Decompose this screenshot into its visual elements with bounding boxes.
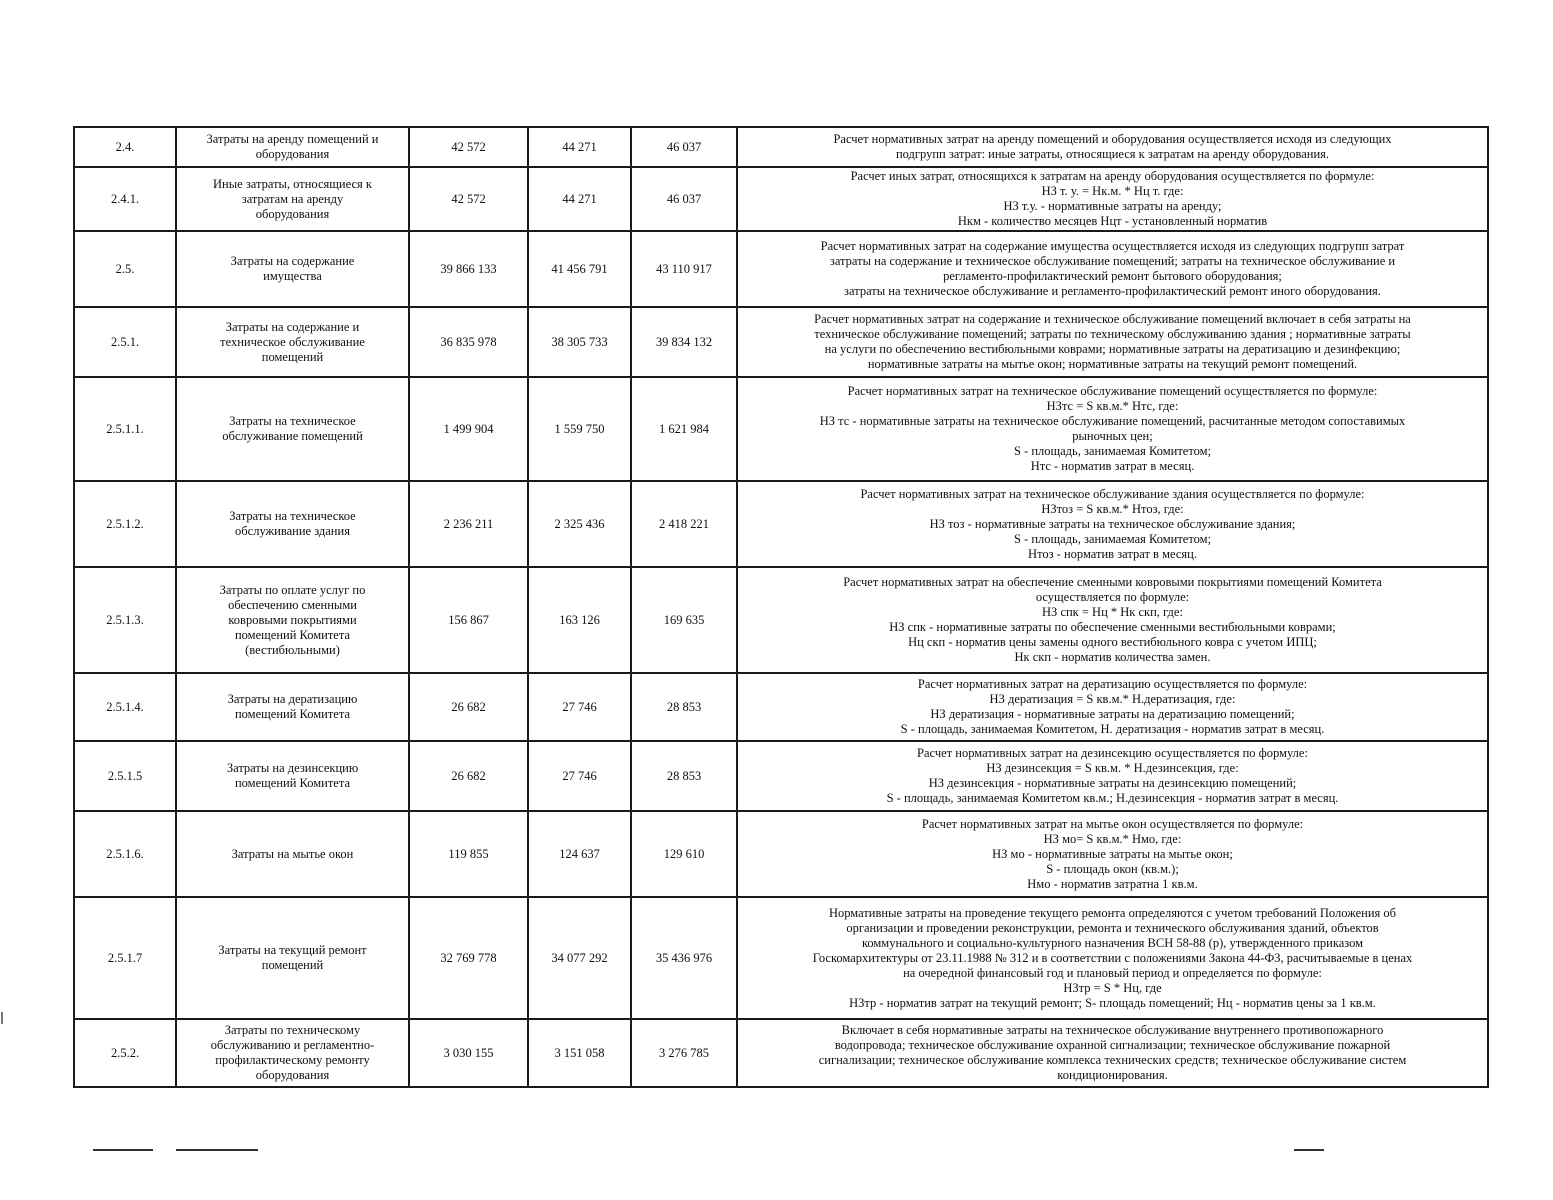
calculation-description (737, 231, 1488, 307)
description-line: НЗтр = S * Нц, где (1063, 980, 1162, 995)
description-line: НЗ спк = Нц * Нк скп, где: (1042, 605, 1183, 619)
description-line: НЗ мо - нормативные затраты на мытье окон; (992, 846, 1233, 861)
cost-item-name (176, 741, 409, 811)
row-number: 2.5. (74, 231, 176, 307)
cost-item-name-line: Затраты на содержание и (225, 319, 360, 334)
description-line: Расчет нормативных затрат на дератизацию осуществляется по формуле: (917, 677, 1308, 691)
description-line: Расчет нормативных затрат на аренду помещений и оборудования осуществляется исходя из следующих (833, 132, 1392, 146)
description-line: НЗ т.у. - нормативные затраты на аренду; (1003, 199, 1222, 213)
description-line: НЗ дезинсекция - нормативные затраты на дезинсекцию помещений; (928, 776, 1297, 790)
description-line: НЗ дератизация - нормативные затраты на дератизацию помещений; (930, 707, 1295, 721)
table-row (74, 377, 1488, 481)
description-line: затраты на техническое обслуживание и регламенто-профилактический ремонт иного оборудования. (844, 284, 1381, 298)
cost-item-name (176, 377, 409, 481)
cost-item-name-line: ковровыми покрытиями (228, 612, 357, 627)
row-number: 2.4. (74, 127, 176, 167)
calculation-description (737, 167, 1488, 231)
table-row (74, 307, 1488, 377)
cost-item-name (176, 481, 409, 567)
cost-item-name-line: Затраты на содержание (230, 254, 355, 268)
calculation-description (737, 897, 1488, 1019)
cost-item-name-line: оборудования (255, 206, 330, 221)
table-row (74, 673, 1488, 741)
description-line: НЗтс = S кв.м.* Нтс, где: (1046, 399, 1179, 413)
value-year-1: 119 855 (409, 811, 528, 897)
cost-item-name (176, 307, 409, 377)
value-year-2: 27 746 (528, 673, 631, 741)
cost-item-name-line: Затраты по техническому (224, 1023, 361, 1037)
scan-mark-right (1294, 1149, 1324, 1151)
value-year-2: 124 637 (528, 811, 631, 897)
cost-item-name (176, 167, 409, 231)
cost-item-name-line: помещений (261, 349, 324, 364)
row-number: 2.5.1.2. (74, 481, 176, 567)
row-number: 2.4.1. (74, 167, 176, 231)
cost-item-name (176, 567, 409, 673)
value-year-3: 3 276 785 (631, 1019, 737, 1087)
cost-item-name-line: имущества (263, 269, 322, 283)
calculation-description (737, 673, 1488, 741)
value-year-1: 26 682 (409, 673, 528, 741)
description-line: Расчет нормативных затрат на техническое обслуживание помещений осуществляется по формуле: (847, 384, 1378, 398)
description-line: организации и проведении реконструкции, ремонта и технического обслуживания зданий, объектов (846, 920, 1379, 935)
description-line: на услуги по обеспечению вестибюльными коврами; нормативные затраты на дератизацию и дезинфекцию; (824, 342, 1401, 356)
cost-item-name (176, 811, 409, 897)
description-line: НЗ спк - нормативные затраты по обеспечение сменными вестибюльными коврами; (889, 620, 1336, 634)
value-year-2: 2 325 436 (528, 481, 631, 567)
calculation-description (737, 377, 1488, 481)
row-number: 2.5.2. (74, 1019, 176, 1087)
calculation-description (737, 811, 1488, 897)
value-year-1: 42 572 (409, 167, 528, 231)
table-row (74, 1019, 1488, 1087)
description-line: Нц скп - норматив цены замены одного вестибюльного ковра с учетом ИПЦ; (908, 635, 1317, 649)
description-line: Нтс - норматив затрат в месяц. (1030, 459, 1195, 473)
value-year-3: 46 037 (631, 167, 737, 231)
value-year-2: 44 271 (528, 127, 631, 167)
calculation-description (737, 567, 1488, 673)
cost-item-name-line: помещений Комитета (234, 707, 351, 721)
row-number: 2.5.1. (74, 307, 176, 377)
cost-item-name-line: (вестибюльными) (245, 642, 340, 657)
value-year-2: 1 559 750 (528, 377, 631, 481)
cost-item-name (176, 673, 409, 741)
table-row (74, 231, 1488, 307)
cost-item-name-line: Затраты на мытье окон (231, 846, 354, 861)
cost-item-name-line: профилактическому ремонту (215, 1053, 370, 1067)
description-line: НЗтоз = S кв.м.* Нтоз, где: (1041, 501, 1184, 516)
value-year-3: 35 436 976 (631, 897, 737, 1019)
cost-item-name-line: обслуживанию и регламентно- (210, 1038, 375, 1052)
cost-item-name-line: затратам на аренду (241, 191, 344, 206)
calculation-description (737, 127, 1488, 167)
description-line: НЗ тс - нормативные затраты на техническое обслуживание помещений, расчитанные методом сопоставимых (819, 414, 1406, 428)
description-line: НЗ тоз - нормативные затраты на техническое обслуживание здания; (929, 516, 1296, 531)
row-number: 2.5.1.7 (74, 897, 176, 1019)
scan-mark-left (93, 1149, 153, 1151)
table-row (74, 811, 1488, 897)
description-line: регламенто-профилактический ремонт бытового оборудования; (943, 269, 1282, 283)
value-year-2: 41 456 791 (528, 231, 631, 307)
description-line: НЗтр - норматив затрат на текущий ремонт; S- площадь помещений; Нц - норматив цены за 1 кв.м. (849, 995, 1376, 1010)
value-year-3: 43 110 917 (631, 231, 737, 307)
description-line: Расчет нормативных затрат на содержание имущества осуществляется исходя из следующих подгрупп затрат (820, 239, 1405, 253)
table-row (74, 167, 1488, 231)
description-line: нормативные затраты на мытье окон; нормативные затраты на текущий ремонт помещений. (867, 357, 1358, 371)
value-year-3: 28 853 (631, 673, 737, 741)
cost-item-name-line: оборудования (255, 147, 330, 161)
description-line: Нтоз - норматив затрат в месяц. (1028, 546, 1197, 561)
cost-table (73, 126, 1489, 1088)
description-line: Нк скп - норматив количества замен. (1014, 650, 1211, 664)
description-line: Госкомархитектуры от 23.11.1988 № 312 и в соответствии с положениями Закона 44-ФЗ, расчитываемые в ценах (812, 950, 1413, 965)
value-year-2: 34 077 292 (528, 897, 631, 1019)
description-line: Включает в себя нормативные затраты на техническое обслуживание внутреннего противопожарного (841, 1023, 1384, 1037)
cost-item-name (176, 1019, 409, 1087)
cost-item-name-line: Затраты на дератизацию (227, 692, 358, 706)
value-year-3: 2 418 221 (631, 481, 737, 567)
description-line: Расчет нормативных затрат на обеспечение сменными ковровыми покрытиями помещений Комитета (843, 575, 1382, 589)
row-number: 2.5.1.5 (74, 741, 176, 811)
cost-item-name-line: техническое обслуживание (220, 334, 365, 349)
description-line: Нормативные затраты на проведение текущего ремонта определяются с учетом требований Положения об (828, 905, 1397, 920)
cost-item-name-line: оборудования (255, 1068, 330, 1082)
description-line: осуществляется по формуле: (1035, 590, 1190, 604)
description-line: Расчет нормативных затрат на дезинсекцию осуществляется по формуле: (917, 746, 1308, 760)
cost-item-name-line: Затраты на техническое (229, 509, 356, 523)
table-row (74, 481, 1488, 567)
table-row (74, 897, 1488, 1019)
description-line: S - площадь, занимаемая Комитетом кв.м.; Н.дезинсекция - норматив затрат в месяц. (886, 791, 1339, 805)
description-line: затраты на содержание и техническое обслуживание помещений; затраты на техническое обслуживание и (829, 254, 1396, 268)
value-year-3: 46 037 (631, 127, 737, 167)
value-year-1: 32 769 778 (409, 897, 528, 1019)
value-year-1: 26 682 (409, 741, 528, 811)
scan-mark-mid (176, 1149, 258, 1151)
value-year-1: 156 867 (409, 567, 528, 673)
cost-item-name-line: Затраты на текущий ремонт (218, 943, 367, 957)
description-line: S - площадь, занимаемая Комитетом; (1013, 444, 1212, 458)
description-line: рыночных цен; (1072, 429, 1153, 443)
description-line: Нкм - количество месяцев Нцт - установленный норматив (957, 214, 1268, 228)
description-line: Нмо - норматив затратна 1 кв.м. (1027, 876, 1198, 891)
description-line: на очередной финансовый год и плановый период и определяется по формуле: (903, 965, 1322, 980)
table-row (74, 567, 1488, 673)
value-year-2: 38 305 733 (528, 307, 631, 377)
description-line: Расчет нормативных затрат на техническое обслуживание здания осуществляется по формуле: (860, 486, 1365, 501)
description-line: S - площадь, занимаемая Комитетом; (1013, 531, 1212, 546)
value-year-1: 2 236 211 (409, 481, 528, 567)
value-year-1: 39 866 133 (409, 231, 528, 307)
value-year-1: 3 030 155 (409, 1019, 528, 1087)
description-line: водопровода; техническое обслуживание охранной сигнализации; техническое обслуживание пожарной (834, 1038, 1391, 1052)
value-year-1: 1 499 904 (409, 377, 528, 481)
table-row (74, 127, 1488, 167)
value-year-2: 44 271 (528, 167, 631, 231)
cost-item-name-line: Затраты на дезинсекцию (226, 761, 359, 775)
cost-item-name-line: обслуживание здания (235, 524, 350, 538)
description-line: сигнализации; техническое обслуживание комплекса технических средств; техническое обслуживание систем (818, 1053, 1407, 1067)
calculation-description (737, 307, 1488, 377)
description-line: НЗ дезинсекция = S кв.м. * Н.дезинсекция, где: (986, 761, 1239, 775)
description-line: кондиционирования. (1057, 1068, 1168, 1082)
cost-item-name-line: помещений Комитета (234, 776, 351, 790)
description-line: S - площадь, занимаемая Комитетом, Н. дератизация - норматив затрат в месяц. (900, 722, 1325, 736)
value-year-3: 1 621 984 (631, 377, 737, 481)
cost-item-name-line: Затраты на аренду помещений и (206, 132, 379, 146)
row-number: 2.5.1.6. (74, 811, 176, 897)
description-line: Расчет нормативных затрат на мытье окон осуществляется по формуле: (921, 816, 1304, 831)
value-year-3: 39 834 132 (631, 307, 737, 377)
cost-item-name-line: обслуживание помещений (222, 429, 363, 443)
row-number: 2.5.1.4. (74, 673, 176, 741)
table-body (74, 127, 1488, 1087)
description-line: техническое обслуживание помещений; затраты по техническому обслуживанию здания ; нормативные затраты (814, 327, 1411, 341)
row-number: 2.5.1.1. (74, 377, 176, 481)
value-year-1: 36 835 978 (409, 307, 528, 377)
calculation-description (737, 1019, 1488, 1087)
cost-item-name-line: обеспечению сменными (228, 597, 357, 612)
value-year-3: 28 853 (631, 741, 737, 811)
row-number: 2.5.1.3. (74, 567, 176, 673)
cost-item-name-line: помещений Комитета (234, 627, 351, 642)
calculation-description (737, 481, 1488, 567)
cost-item-name (176, 127, 409, 167)
value-year-3: 169 635 (631, 567, 737, 673)
description-line: Расчет нормативных затрат на содержание и техническое обслуживание помещений включает в себя затраты на (814, 312, 1411, 326)
description-line: коммунального и социально-культурного назначения ВСН 58-88 (р), утвержденного приказом (861, 935, 1364, 950)
value-year-1: 42 572 (409, 127, 528, 167)
description-line: Расчет иных затрат, относящихся к затратам на аренду оборудования осуществляется по формуле: (850, 169, 1375, 183)
value-year-2: 163 126 (528, 567, 631, 673)
cost-item-name-line: помещений (261, 958, 324, 972)
cost-item-name-line: Затраты по оплате услуг по (219, 582, 366, 597)
description-line: НЗ мо= S кв.м.* Нмо, где: (1043, 831, 1182, 846)
description-line: НЗ дератизация = S кв.м.* Н.дератизация, где: (989, 692, 1236, 706)
cost-item-name-line: Иные затраты, относящиеся к (213, 176, 372, 191)
value-year-2: 27 746 (528, 741, 631, 811)
value-year-3: 129 610 (631, 811, 737, 897)
cost-item-name (176, 897, 409, 1019)
scan-edge-mark (1, 1012, 3, 1024)
cost-item-name (176, 231, 409, 307)
calculation-description (737, 741, 1488, 811)
description-line: НЗ т. у. = Нк.м. * Нц т. где: (1041, 184, 1184, 198)
cost-item-name-line: Затраты на техническое (229, 414, 356, 428)
description-line: S - площадь окон (кв.м.); (1046, 861, 1179, 876)
description-line: подгрупп затрат: иные затраты, относящиеся к затратам на аренду оборудования. (895, 147, 1330, 161)
table-row (74, 741, 1488, 811)
value-year-2: 3 151 058 (528, 1019, 631, 1087)
